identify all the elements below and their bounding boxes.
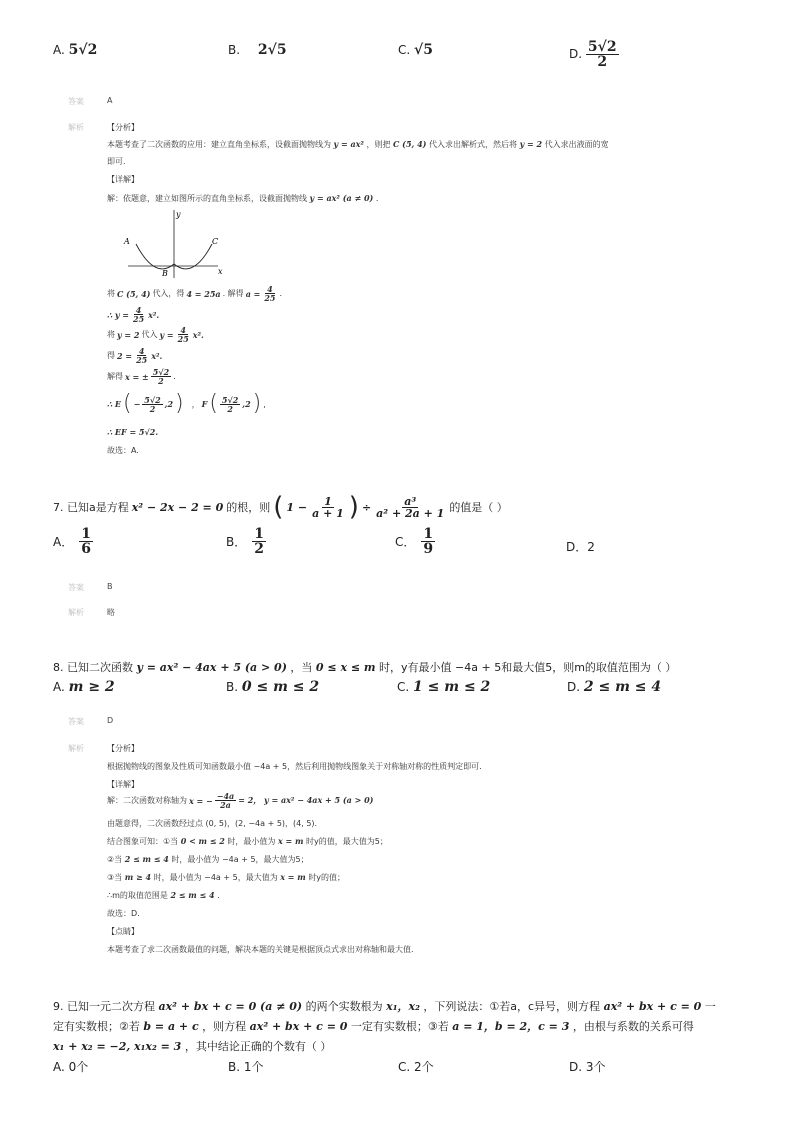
q8-option-d[interactable]	[567, 679, 661, 695]
q6-step-text: 解得	[107, 372, 123, 381]
q7-option-a-label: A．	[53, 535, 74, 549]
q6-step-text: 将	[107, 289, 115, 298]
q8-fenxi-text: 根据抛物线的图象及性质可知函数最小值 −4a + 5，然后利用抛物线图象关于对称轴对称的性质判定即可.	[107, 762, 482, 771]
q9-stem-text: ，则方程	[202, 1020, 247, 1033]
q9-stem-text: ，其中结论正确的个数有（ ）	[184, 1040, 332, 1053]
fraction-numerator: −4a	[216, 791, 235, 801]
q6-fenxi-text: 代入求出解析式，然后将	[429, 140, 518, 149]
q6-analysis-label: 解析	[68, 123, 84, 132]
q7-analysis-label: 解析	[68, 608, 84, 617]
open-paren: (	[122, 391, 132, 416]
q6-step-math: a =	[245, 288, 261, 299]
q6-option-b-value: 2√5	[257, 42, 287, 58]
q7-stem-text: 的值是（ ）	[449, 501, 508, 514]
q7-option-a-fraction	[79, 527, 93, 556]
q7-stem-text: 的根，则	[226, 501, 271, 514]
q6-fenxi-text: ，则把	[366, 140, 391, 149]
q7-option-b-fraction	[252, 527, 266, 556]
q6-step-math: −	[133, 399, 141, 409]
q8-line-fraction	[215, 792, 236, 809]
q6-step-1	[107, 285, 282, 302]
q9-stem-math: b = a + c	[143, 1020, 199, 1033]
q6-step-text: 得	[107, 351, 115, 360]
q6-step-fraction	[131, 306, 146, 323]
q8-xiangjie-title: 【详解】	[107, 780, 139, 789]
q6-answer-label: 答案	[68, 97, 84, 106]
q9-stem-text: ，由根与系数的关系可得	[572, 1020, 694, 1033]
fraction-denominator: 9	[423, 541, 434, 557]
fraction-denominator: a² + 2a + 1	[376, 506, 445, 520]
q6-option-d[interactable]	[569, 40, 619, 69]
fraction-numerator: a³	[404, 494, 417, 508]
q9-stem-math: ax² + bx + c = 0	[249, 1020, 348, 1033]
q8-line-text: 时，最小值为	[227, 837, 276, 846]
q8-option-a-value: m ≥ 2	[68, 679, 115, 695]
q8-line-text: ∴m的取值范围是	[107, 891, 168, 900]
q9-option-c[interactable]: C. 2个	[398, 1060, 434, 1074]
q6-option-d-label: D.	[569, 47, 583, 61]
fraction-numerator: 4	[138, 346, 145, 356]
q6-step-text: . 解得	[222, 289, 244, 298]
q6-step-4	[107, 347, 162, 364]
q8-line-text: .	[217, 891, 220, 900]
q6-step-fraction	[134, 347, 149, 364]
q6-step-fraction	[142, 396, 162, 413]
q6-option-a-label: A.	[53, 43, 65, 57]
q6-option-c[interactable]	[398, 42, 433, 58]
q6-step-math: 4 = 25a	[186, 288, 221, 299]
q7-option-c-label: C．	[395, 535, 416, 549]
q8-line-5	[107, 872, 345, 883]
q6-step-text: 将	[107, 330, 115, 339]
q6-step-7: ∴ EF = 5√2.	[107, 427, 159, 437]
q6-answer-value: A	[107, 96, 113, 105]
q6-option-b-label: B.	[228, 43, 241, 57]
q8-line-text: 时，最小值为 −4a + 5，最大值为5；	[171, 855, 309, 864]
q8-option-a[interactable]	[53, 679, 115, 695]
q8-line-text: 时，最小值为 −4a + 5，最大值为	[153, 873, 278, 882]
q8-answer-label: 答案	[68, 717, 84, 726]
x-axis-label: x	[218, 267, 223, 276]
q7-stem	[53, 494, 508, 520]
fraction-numerator: 5√2	[152, 367, 170, 377]
fraction-denominator: 25	[264, 293, 276, 303]
q9-stem-text: 的两个实数根为	[305, 1000, 383, 1013]
q7-answer-label: 答案	[68, 583, 84, 592]
q9-option-d[interactable]: D. 3个	[569, 1060, 606, 1074]
q6-step-text: .	[279, 289, 283, 298]
q6-option-d-fraction	[586, 40, 619, 69]
q7-fraction-2	[374, 496, 446, 519]
q6-step-fraction	[176, 326, 191, 343]
q6-fenxi-line2: 即可.	[107, 157, 126, 166]
q6-fenxi-math: y = 2	[519, 139, 543, 149]
fraction-denominator: 25	[133, 314, 145, 324]
q9-stem-math: x₁，x₂	[386, 1000, 420, 1013]
q8-line-text: 结合图象可知：①当	[107, 837, 179, 846]
q8-line-math: x = m	[280, 872, 306, 882]
q6-option-b[interactable]	[228, 42, 287, 58]
point-b-label: B	[162, 269, 168, 278]
fraction-denominator: 25	[177, 334, 189, 344]
fraction-numerator: 1	[81, 526, 91, 542]
q6-step-math: y = 2	[117, 329, 140, 340]
q6-step-math: x = ±	[125, 371, 149, 382]
q9-stem-text: 9. 已知一元二次方程	[53, 1000, 155, 1013]
q8-line-3	[107, 836, 388, 847]
q7-fraction-1	[310, 496, 346, 519]
q8-stem-math: y = ax² − 4ax + 5 (a > 0)	[136, 661, 287, 674]
q6-step-text: 代入，得	[152, 289, 185, 298]
q8-line-math: = 2， y = ax² − 4ax + 5 (a > 0)	[238, 795, 374, 805]
q6-option-d-numerator: 5√2	[587, 39, 617, 55]
q6-step-math: C (5, 4)	[117, 288, 151, 299]
q6-step-math: y =	[159, 329, 174, 340]
q6-step-math: 2 =	[117, 350, 133, 361]
q6-fenxi-title: 【分析】	[107, 123, 139, 132]
q8-line-1	[107, 792, 373, 809]
fraction-denominator: 2	[227, 403, 233, 414]
q7-option-d[interactable]: D．2	[566, 540, 595, 554]
q6-step-fraction	[220, 396, 240, 413]
fraction-numerator: 1	[254, 526, 264, 542]
q7-option-c-fraction	[421, 527, 435, 556]
q8-line-text: 时y的值；	[308, 873, 346, 882]
y-axis-label: y	[176, 210, 181, 219]
q8-stem-text: ，当	[290, 661, 313, 674]
q8-line-6	[107, 890, 220, 901]
q8-option-b[interactable]	[226, 679, 319, 695]
q8-line-math: x = −	[189, 795, 213, 806]
fraction-denominator: 6	[81, 541, 91, 557]
q8-line-math: m ≥ 4	[124, 872, 152, 882]
q8-option-d-value: 2 ≤ m ≤ 4	[583, 679, 662, 695]
q8-line-math: x = m	[277, 836, 304, 846]
fraction-numerator: 4	[135, 305, 142, 315]
q8-stem	[53, 659, 676, 675]
fraction-denominator: 25	[136, 355, 148, 365]
q9-option-a[interactable]: A. 0个	[53, 1060, 89, 1074]
q6-step-math: F	[201, 399, 208, 409]
q9-stem-text: 一	[704, 1000, 716, 1013]
close-paren: )	[348, 492, 359, 522]
q8-stem-math: 0 ≤ x ≤ m	[315, 661, 376, 674]
q6-jie-line	[107, 193, 378, 204]
q7-stem-math: x² − 2x − 2 = 0	[131, 500, 224, 514]
q7-answer-value: B	[107, 582, 113, 591]
q9-stem-line-3	[53, 1038, 331, 1054]
q6-option-a-value: 5√2	[68, 42, 98, 58]
q6-xiangjie-title: 【详解】	[107, 175, 139, 184]
close-paren: )	[252, 391, 262, 416]
q8-line-4	[107, 854, 309, 865]
q6-step-text: 代入	[141, 330, 158, 339]
q6-step-3	[107, 326, 204, 343]
q8-line-math: 2 ≤ m ≤ 4	[170, 890, 215, 900]
q9-stem-text: 定有实数根；②若	[53, 1020, 140, 1033]
q8-option-c-value: 1 ≤ m ≤ 2	[413, 679, 491, 695]
q6-step-5	[107, 368, 176, 385]
open-paren: (	[273, 492, 284, 522]
fraction-numerator: 5√2	[221, 394, 239, 405]
q9-stem-text: ，下列说法：①若a，c异号，则方程	[423, 1000, 601, 1013]
q6-step-fraction	[151, 368, 171, 385]
q8-option-c-label: C.	[397, 680, 410, 694]
q8-option-d-label: D.	[567, 680, 581, 694]
q6-step-math: ,2	[242, 399, 251, 409]
fraction-numerator: 4	[180, 325, 186, 335]
fraction-denominator: 2a	[220, 800, 231, 810]
q6-step-math: x².	[151, 350, 163, 361]
q6-fenxi-math: C (5, 4)	[393, 139, 427, 149]
fraction-denominator: 2	[149, 403, 156, 414]
q7-stem-math: ÷	[361, 500, 372, 514]
q9-stem-math: a = 1，b = 2，c = 3	[452, 1020, 570, 1033]
point-c-label: C	[212, 237, 219, 246]
open-paren: (	[209, 391, 218, 416]
q8-line-2: 由题意得，二次函数经过点 (0, 5)，(2, −4a + 5)，(4, 5).	[107, 819, 318, 828]
q6-step-text: .	[173, 372, 176, 381]
fraction-denominator: 2	[254, 541, 264, 557]
q8-dianjing-title: 【点睛】	[107, 927, 139, 936]
q8-dianjing-text: 本题考查了求二次函数最值的问题，解决本题的关键是根据顶点式求出对称轴和最大值.	[107, 945, 414, 954]
q8-answer-value: D	[107, 716, 114, 725]
q6-step-math: ∴ y =	[107, 309, 130, 320]
q9-stem-math: ax² + bx + c = 0	[603, 1000, 702, 1013]
q6-step-math: ,2	[164, 399, 174, 409]
q8-line-text: ③当	[107, 873, 123, 882]
q9-option-b[interactable]: B. 1个	[228, 1060, 264, 1074]
q6-step-fraction	[262, 285, 277, 302]
fraction-numerator: 1	[423, 526, 434, 542]
fraction-denominator: a + 1	[312, 506, 344, 520]
q6-jie-math: y = ax² (a ≠ 0)	[309, 193, 374, 203]
q6-option-d-denominator: 2	[597, 54, 608, 70]
q6-option-c-label: C.	[398, 43, 411, 57]
q8-option-b-label: B.	[226, 680, 239, 694]
q9-stem-math: ax² + bx + c = 0 (a ≠ 0)	[158, 1000, 303, 1013]
q6-conclusion: 故选：A.	[107, 446, 139, 455]
q6-fenxi-math: y = ax²	[333, 139, 364, 149]
point-a-label: A	[124, 237, 130, 246]
q8-line-text: 解：二次函数对称轴为	[107, 796, 187, 805]
close-paren: )	[175, 391, 184, 416]
q8-stem-text: 时，y有最小值 −4a + 5和最大值5，则m的取值范围为（ ）	[379, 661, 677, 674]
q9-stem-line-2	[53, 1018, 694, 1034]
q6-fenxi-line1	[107, 139, 609, 150]
parabola-graph	[118, 206, 230, 280]
q8-line-math: 2 ≤ m ≤ 4	[124, 854, 169, 864]
q6-step-6: ∴ E ( − $\frac{5√2}{2}$ ,2 ) ， F ( $\frac{5√2}{2}$ ,2 ) ,	[107, 391, 266, 416]
q6-step-math: ∴ E	[107, 399, 121, 409]
q8-conclusion: 故选：D.	[107, 909, 140, 918]
q7-option-b-label: B．	[226, 535, 247, 549]
q6-step-math: x².	[148, 309, 160, 320]
q8-option-b-value: 0 ≤ m ≤ 2	[241, 679, 320, 695]
q7-analysis-text: 略	[107, 608, 115, 617]
q6-option-a[interactable]	[53, 42, 97, 58]
fraction-denominator: 2	[158, 376, 164, 386]
q7-stem-math: 1 −	[286, 500, 308, 514]
fraction-numerator: 5√2	[144, 394, 161, 405]
q8-option-c[interactable]	[397, 679, 490, 695]
q8-option-a-label: A.	[53, 680, 65, 694]
q7-option-b[interactable]	[226, 527, 266, 556]
q9-stem-line-1	[53, 998, 716, 1014]
q6-step-2	[107, 306, 159, 323]
q9-stem-math: x₁ + x₂ = −2, x₁x₂ = 3	[53, 1040, 182, 1053]
q7-option-c[interactable]	[395, 527, 435, 556]
q8-line-math: 0 < m ≤ 2	[180, 836, 225, 846]
fraction-numerator: 1	[324, 494, 332, 508]
q6-jie-text: .	[375, 194, 379, 203]
q8-line-text: ②当	[107, 855, 123, 864]
q6-jie-text: 解：依题意，建立如图所示的直角坐标系，设截面抛物线	[107, 194, 307, 203]
q7-stem-text: 7. 已知a是方程	[53, 501, 129, 514]
q6-fenxi-text: 本题考查了二次函数的应用：建立直角坐标系，设截面抛物线为	[107, 140, 331, 149]
q7-option-a[interactable]	[53, 527, 93, 556]
q8-fenxi-title: 【分析】	[107, 744, 139, 753]
q8-stem-text: 8. 已知二次函数	[53, 661, 133, 674]
fraction-numerator: 4	[267, 284, 273, 294]
q6-step-math: x².	[192, 329, 204, 340]
q8-line-text: 时y的值，最大值为5；	[306, 837, 388, 846]
q9-stem-text: 一定有实数根；③若	[350, 1020, 449, 1033]
q6-option-c-value: √5	[414, 42, 433, 58]
q8-analysis-label: 解析	[68, 744, 84, 753]
q6-fenxi-text: 代入求出液面的宽	[544, 140, 609, 149]
